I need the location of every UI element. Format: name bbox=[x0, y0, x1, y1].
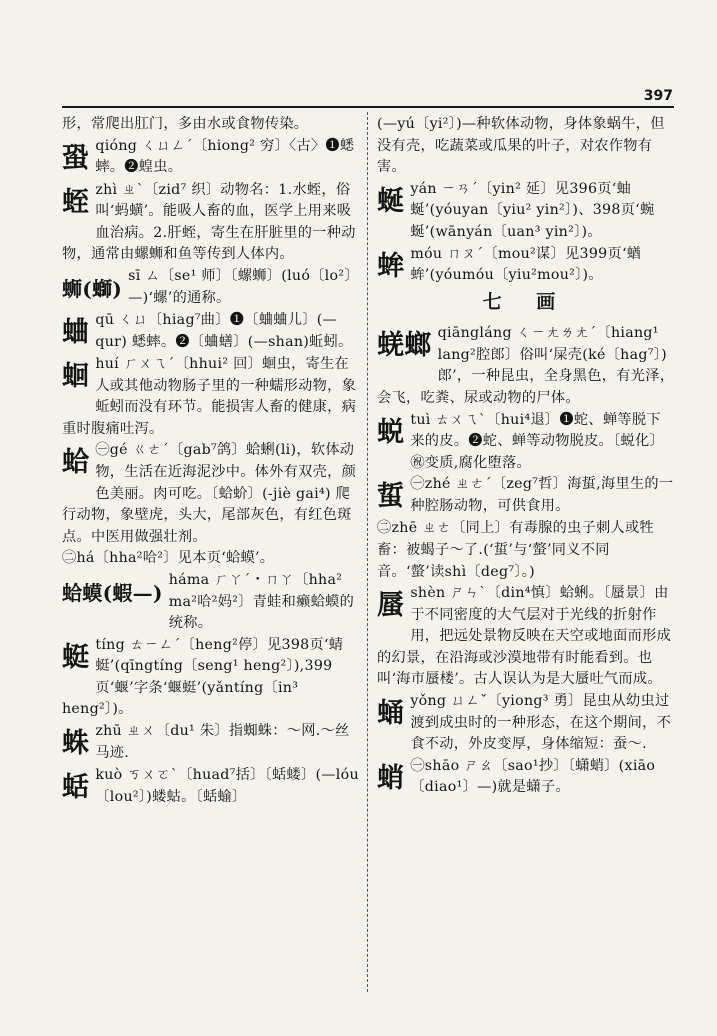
dictionary-entry bbox=[62, 570, 360, 635]
entry-definition: qiāngláng ㄑㄧㄤㄌㄤˊ〔hiang¹ lang²腔郎〕俗叫‘屎壳(ké〔hag⁷〕)郎’，一种昆虫，全身黑色，有光泽，会飞，吃粪、尿或动物的尸体。 bbox=[377, 325, 675, 406]
entry-headword: 蛭 bbox=[62, 186, 90, 218]
entry-headword: 蛩 bbox=[62, 142, 90, 174]
header-rule bbox=[62, 106, 674, 108]
dictionary-entry bbox=[62, 635, 360, 721]
entry-definition: ㊀gé ㄍㄜˊ〔gab⁷鸽〕蛤蜊(li)，软体动物，生活在近海泥沙中。体外有双壳，颜色美丽。肉可吃。〔蛤蚧〕(-jiè gai⁴) 爬行动物，象壁虎，头大，尾部灰色，有红色斑点。中医用做强壮剂。 bbox=[62, 442, 357, 545]
entry-definition: ㊀zhé ㄓㄜˊ〔zeg⁷哲〕海蜇,海里生的一种腔肠动物，可供食用。 bbox=[410, 476, 674, 514]
entry-definition: kuò ㄎㄨㄛˋ〔huad⁷括〕〔蛞蝼〕(—lóu〔lou²〕)蝼蛄。〔蛞蝓〕 bbox=[95, 767, 359, 805]
entry-headword: 蜣螂 bbox=[377, 330, 432, 362]
entry-headword: 蜕 bbox=[377, 416, 405, 448]
dictionary-entry bbox=[377, 179, 675, 244]
entry-definition: shèn ㄕㄣˋ〔din⁴慎〕蛤蜊。〔蜃景〕由于不同密度的大气层对于光线的折射作用，把远处景物反映在天空或地面而形成的幻景，在沿海或沙漠地带有时能看到。也叫‘海市蜃楼’。古人误认为是大蜃吐气而成。 bbox=[377, 585, 672, 688]
dictionary-entry bbox=[62, 354, 360, 440]
entry-definition: ㊁há〔hha²哈²〕见本页‘蛤蟆’。 bbox=[62, 550, 275, 567]
column-divider bbox=[367, 112, 369, 992]
dictionary-entry bbox=[62, 721, 360, 765]
entry-definition: zhì ㄓˋ〔zid⁷ 织〕动物名：1.水蛭，俗叫‘蚂蟥’。能吸人畜的血，医学上用来吸血治病。2.肝蛭，寄生在肝脏里的一种动物，通常由螺蛳和鱼等传到人体内。 bbox=[62, 181, 356, 263]
dictionary-entry bbox=[62, 266, 360, 310]
dictionary-entry bbox=[62, 136, 360, 180]
section-title: 七 画 bbox=[482, 290, 570, 313]
dictionary-entry bbox=[62, 114, 360, 136]
entry-headword: 蛛 bbox=[62, 728, 90, 760]
entry-definition: yǒng ㄩㄥˇ〔yiong³ 勇〕昆虫从幼虫过渡到成虫时的一种形态，在这个期间，不食不动，外皮变厚，身体缩短：蚕～. bbox=[410, 693, 672, 753]
dictionary-entry bbox=[62, 180, 360, 266]
entry-headword: 蛞 bbox=[62, 772, 90, 804]
entry-headword: 蛤 bbox=[62, 447, 90, 479]
dictionary-entry bbox=[377, 474, 675, 518]
entry-definition: 形，常爬出肛门，多由水或食物传染。 bbox=[62, 116, 309, 132]
dictionary-entry bbox=[377, 691, 675, 756]
entry-definition: qū ㄑㄩ〔hiag⁷曲〕❶〔蛐蛐儿〕(—qur) 蟋蟀。❷〔蛐蟮〕(—shan)蚯蚓。 bbox=[95, 311, 353, 350]
left-column bbox=[62, 114, 360, 1014]
dictionary-entry bbox=[62, 440, 360, 548]
entry-headword: 蜒 bbox=[377, 185, 405, 217]
entry-headword: 蜇 bbox=[377, 481, 405, 513]
entry-headword: 蛹 bbox=[377, 698, 405, 730]
dictionary-entry bbox=[62, 765, 360, 809]
entry-definition: sī ㄙ〔se¹ 师〕〔螺蛳〕(luó〔lo²〕—)‘螺’的通称。 bbox=[128, 267, 359, 306]
entry-definition: qióng ㄑㄩㄥˊ〔hiong² 穷〕〈古〉❶蟋蟀。❷蝗虫。 bbox=[95, 137, 355, 176]
entry-definition: huí ㄏㄨㄟˊ〔hhui² 回〕蛔虫，寄生在人或其他动物肠子里的一种蠕形动物，象蚯蚓而没有环节。能损害人畜的健康，病重时腹痛吐泻。 bbox=[62, 355, 357, 437]
entry-definition: háma ㄏㄚˊ・ㄇㄚ〔hha² ma²哈²妈²〕青蛙和癞蛤蟆的统称。 bbox=[168, 571, 355, 632]
entry-definition: zhū ㄓㄨ〔du¹ 朱〕指蜘蛛：～网.～丝马迹. bbox=[95, 723, 350, 761]
entry-definition: yán ㄧㄢˊ〔yin² 延〕见396页‘蚰蜒’(yóuyan〔yiu² yin²〕)、398页‘蜿蜒’(wānyán〔uan³ yin²〕)。 bbox=[410, 180, 655, 240]
dictionary-entry bbox=[377, 410, 675, 475]
dictionary-entry bbox=[377, 114, 675, 179]
dictionary-entry bbox=[62, 548, 360, 570]
entry-definition: móu ㄇㄡˊ〔mou²谋〕见399页‘蝤蛑’(yóumóu〔yiu²mou²〕)。 bbox=[410, 245, 642, 284]
dictionary-entry bbox=[377, 583, 675, 691]
entry-definition: tuì ㄊㄨㄟˋ〔hui⁴退〕❶蛇、蝉等脱下来的皮。❷蛇、蝉等动物脱皮。〔蜕化〕㊗变质,腐化堕落。 bbox=[410, 411, 664, 471]
entry-headword: 蛐 bbox=[62, 316, 90, 348]
entry-definition: ㊀shāo ㄕㄠ〔sao¹抄〕〔蟏蛸〕(xiāo〔diao¹〕—)就是蟏子。 bbox=[410, 757, 656, 796]
entry-headword: 蛤蟆(蝦—) bbox=[62, 580, 163, 605]
entry-headword: 蛔 bbox=[62, 360, 90, 392]
entry-headword: 蜓 bbox=[62, 641, 90, 673]
entry-headword: 蜃 bbox=[377, 590, 405, 622]
entry-definition: (—yú〔yi²〕)—种软体动物，身体象蜗牛，但没有壳，吃蔬菜或瓜果的叶子，对农作物有害。 bbox=[377, 116, 665, 176]
dictionary-entry bbox=[377, 518, 675, 583]
dictionary-entry bbox=[62, 310, 360, 354]
entry-definition: ㊁zhē ㄓㄜ〔同上〕有毒腺的虫子刺人或牲畜：被蝎子～了.(‘蜇’与‘螫’同义不同音。‘螫’读shì〔deg⁷〕。) bbox=[377, 520, 655, 580]
entry-headword: 蛳(螄) bbox=[62, 276, 123, 301]
right-column bbox=[377, 114, 675, 994]
dictionary-entry bbox=[377, 756, 675, 800]
entry-definition: tíng ㄊㄧㄥˊ〔heng²停〕见398页‘蜻蜓’(qīngtíng〔seng¹ heng²〕),399页‘蝘’字条‘蝘蜓’(yǎntíng〔in³ heng²〕)。 bbox=[62, 636, 344, 718]
entry-headword: 蛑 bbox=[377, 250, 405, 282]
dictionary-entry bbox=[377, 323, 675, 409]
page-number: 397 bbox=[643, 88, 673, 104]
entry-headword: 蛸 bbox=[377, 762, 405, 794]
dictionary-entry bbox=[377, 244, 675, 288]
